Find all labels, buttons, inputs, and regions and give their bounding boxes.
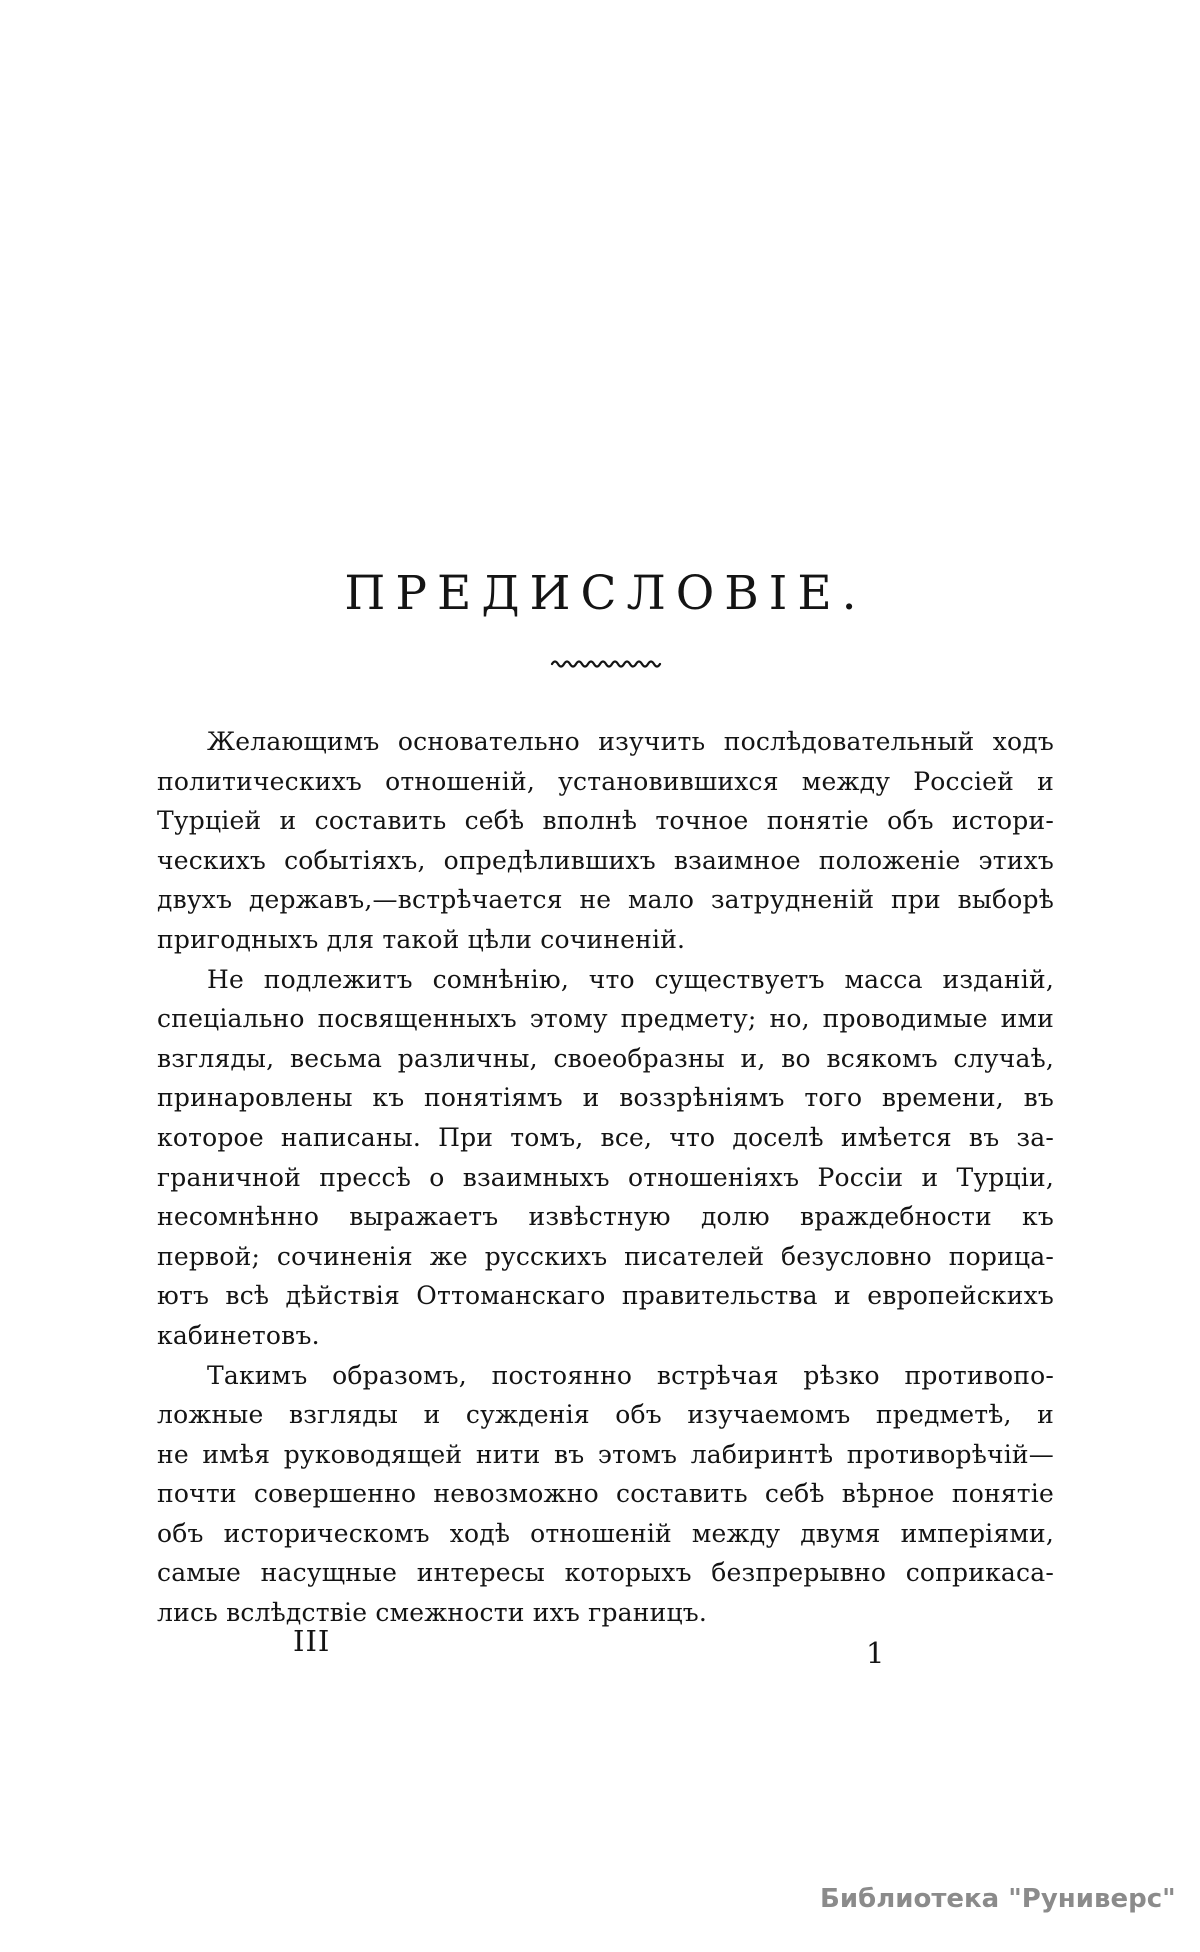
text-line: Турціей и составить себѣ вполнѣ точное понятіе объ истори- [157, 806, 1054, 836]
text-line: почти совершенно невозможно составить себѣ вѣрное понятіе [157, 1479, 1054, 1509]
page-title: ПРЕДИСЛОВІЕ. [344, 566, 867, 621]
text-line: граничной прессѣ о взаимныхъ отношеніяхъ Россіи и Турціи, [157, 1162, 1054, 1192]
library-watermark: Библиотека "Руниверс" [820, 1884, 1176, 1914]
text-line: спеціально посвященныхъ этому предмету; но, проводимые ими [157, 1004, 1054, 1034]
text-line: двухъ державъ,—встрѣчается не мало затрудненій при выборѣ [157, 885, 1054, 915]
signature-mark: III [293, 1624, 331, 1658]
wavy-rule-icon [550, 657, 668, 669]
text-line: принаровлены къ понятіямъ и воззрѣніямъ того времени, въ [157, 1083, 1054, 1113]
text-line: политическихъ отношеній, установившихся между Россіей и [157, 766, 1054, 796]
text-line: ческихъ событіяхъ, опредѣлившихъ взаимное положеніе этихъ [157, 845, 1054, 875]
text-line: объ историческомъ ходѣ отношеній между двумя имперіями, [157, 1518, 1054, 1548]
body-text [157, 722, 1054, 1633]
text-line: самые насущные интересы которыхъ безпрерывно соприкаса- [157, 1558, 1054, 1588]
text-line: лись вслѣдствіе смежности ихъ границъ. [157, 1598, 708, 1628]
text-line: ложные взгляды и сужденія объ изучаемомъ предметѣ, и [157, 1400, 1054, 1430]
wavy-rule-ornament [550, 654, 668, 666]
paragraph [157, 960, 1054, 1356]
text-line: ютъ всѣ дѣйствія Оттоманскаго правительства и европейскихъ [157, 1281, 1054, 1311]
text-line: не имѣя руководящей нити въ этомъ лабиринтѣ противорѣчій— [157, 1439, 1054, 1469]
text-line: Не подлежитъ сомнѣнію, что существуетъ масса изданій, [207, 964, 1054, 994]
text-line: кабинетовъ. [157, 1320, 320, 1350]
text-line: которое написаны. При томъ, все, что доселѣ имѣется въ за- [157, 1122, 1054, 1152]
text-line: первой; сочиненія же русскихъ писателей безусловно порица- [157, 1241, 1054, 1271]
text-line: Желающимъ основательно изучить послѣдовательный ходъ [207, 727, 1054, 756]
text-line: несомнѣнно выражаетъ извѣстную долю враждебности къ [157, 1202, 1054, 1232]
text-line: пригодныхъ для такой цѣли сочиненій. [157, 924, 686, 954]
text-line: взгляды, весьма различны, своеобразны и, во всякомъ случаѣ, [157, 1043, 1054, 1073]
page-number: 1 [866, 1636, 885, 1670]
text-line: Такимъ образомъ, постоянно встрѣчая рѣзко противопо- [207, 1360, 1054, 1390]
paragraph [157, 1356, 1054, 1633]
paragraph [157, 722, 1054, 960]
